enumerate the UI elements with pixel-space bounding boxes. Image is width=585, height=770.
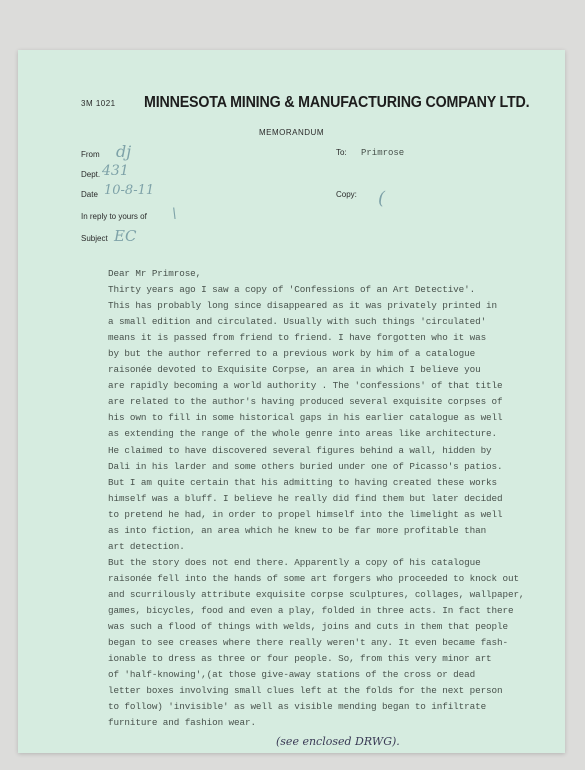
body-line: as extending the range of the whole genre into areas like architecture. — [108, 428, 498, 440]
body-line: to follow) 'invisible' as well as visible mending began to infiltrate — [108, 701, 487, 713]
to-label: To: — [336, 148, 347, 157]
body-line: Dear Mr Primrose, — [108, 268, 202, 279]
reply-value: \ — [172, 206, 177, 222]
body-line: as into fiction, an area which he knew to be far more profitable than — [108, 524, 487, 536]
body-line: ionable to dress as three or four people. So, from this very minor art — [108, 653, 492, 665]
body-line: furniture and fashion wear. — [108, 717, 256, 729]
body-line: himself was a bluff. I believe he really did find them but later decided — [108, 492, 503, 504]
body-line: games, bicycles, food and even a play, folded in three acts. In fact there — [108, 604, 514, 616]
subject-value: EC — [114, 227, 137, 245]
copy-label: Copy: — [336, 190, 357, 199]
reply-label: In reply to yours of — [81, 212, 147, 221]
body-line: began to see creases where there really weren't any. It even became fash- — [108, 637, 508, 649]
body-line: are related to the author's having produced several exquisite corpses of — [108, 396, 503, 408]
body-line: to pretend he had, in order to propel himself into the limelight as well — [108, 508, 503, 520]
copy-value: ( — [378, 188, 386, 209]
body-line: by but the author referred to a previous work by him of a catalogue — [108, 348, 476, 360]
to-value: Primrose — [361, 148, 405, 158]
subject-label: Subject — [81, 234, 108, 243]
body-line: letter boxes involving small clues left at the folds for the next person — [108, 685, 503, 697]
memo-label: MEMORANDUM — [259, 128, 324, 137]
date-label: Date — [81, 190, 98, 199]
letter-body — [108, 266, 548, 731]
handwritten-annotation: (see enclosed DRWG). — [276, 735, 400, 748]
date-value: 10-8-11 — [104, 183, 155, 198]
from-value: dj — [116, 142, 132, 161]
body-line: are rapidly becoming a world authority . The 'confessions' of that title — [108, 380, 503, 392]
from-label: From — [81, 150, 100, 159]
body-line: But I am quite certain that his admitting to having created these works — [108, 476, 498, 488]
body-line: raisonée fell into the hands of some art forgers who proceeded to knock out — [108, 572, 519, 584]
body-line: was such a flood of things with welds, joins and cuts in them that people — [108, 621, 508, 633]
body-line: He claimed to have discovered several figures behind a wall, hidden by — [108, 444, 492, 456]
body-line: means it is passed from friend to friend. I have forgotten who it was — [108, 332, 487, 344]
body-line: raisonée devoted to Exquisite Corpse, an area in which I believe you — [108, 364, 481, 376]
company-name: MINNESOTA MINING & MANUFACTURING COMPANY LTD. — [144, 94, 530, 111]
dept-value: 431 — [102, 163, 129, 179]
form-code: 3M 1021 — [81, 99, 116, 108]
body-line: This has probably long since disappeared as it was privately printed in — [108, 300, 498, 312]
body-line: his own to fill in some historical gaps in his earlier catalogue as well — [108, 412, 503, 424]
body-line: of 'half-knowing',(at those give-away stations of the cross or dead — [108, 669, 476, 681]
body-line: But the story does not end there. Apparently a copy of his catalogue — [108, 556, 481, 568]
dept-label: Dept. — [81, 170, 101, 179]
body-line: Thirty years ago I saw a copy of 'Confessions of an Art Detective'. — [108, 284, 476, 296]
body-line: Dali in his larder and some others buried under one of Picasso's patios. — [108, 460, 503, 472]
body-line: a small edition and circulated. Usually with such things 'circulated' — [108, 316, 487, 328]
body-line: art detection. — [108, 540, 185, 552]
body-line: and scurrilously attribute exquisite corpse sculptures, collages, wallpaper, — [108, 588, 525, 600]
